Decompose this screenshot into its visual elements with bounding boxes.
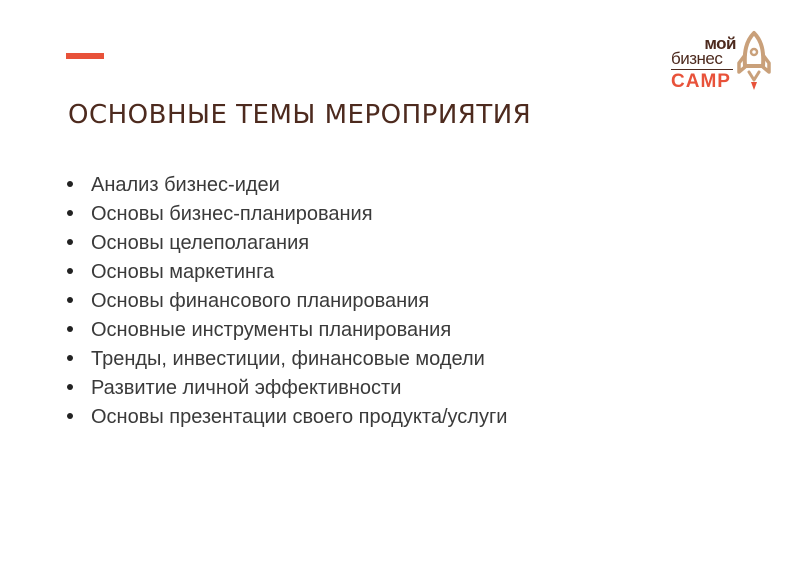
bullet-icon — [67, 210, 73, 216]
bullet-icon — [67, 268, 73, 274]
title-accent-bar — [66, 53, 104, 59]
logo-divider — [671, 69, 733, 70]
bullet-icon — [67, 239, 73, 245]
bullet-icon — [67, 326, 73, 332]
list-item-text: Основы финансового планирования — [91, 290, 430, 312]
list-item — [66, 403, 507, 432]
topic-list — [66, 171, 507, 432]
bullet-icon — [67, 297, 73, 303]
logo-text-camp: CAMP — [671, 71, 731, 92]
bullet-icon — [67, 413, 73, 419]
list-item-text: Развитие личной эффективности — [91, 377, 402, 399]
list-item-text: Анализ бизнес-идеи — [91, 174, 280, 196]
list-item — [66, 287, 507, 316]
list-item-text: Основные инструменты планирования — [91, 319, 452, 341]
list-item — [66, 345, 507, 374]
bullet-icon — [67, 384, 73, 390]
rocket-icon — [736, 30, 772, 94]
brand-logo — [668, 30, 774, 94]
list-item-text: Тренды, инвестиции, финансовые модели — [91, 348, 485, 370]
list-item — [66, 171, 507, 200]
list-item-text: Основы маркетинга — [91, 261, 275, 283]
list-item — [66, 258, 507, 287]
slide-title: ОСНОВНЫЕ ТЕМЫ МЕРОПРИЯТИЯ — [68, 100, 532, 130]
list-item — [66, 316, 507, 345]
list-item-text: Основы презентации своего продукта/услуги — [91, 406, 508, 428]
bullet-icon — [67, 181, 73, 187]
bullet-icon — [67, 355, 73, 361]
list-item — [66, 229, 507, 258]
list-item — [66, 200, 507, 229]
list-item-text: Основы бизнес-планирования — [91, 203, 373, 225]
list-item — [66, 374, 507, 403]
logo-text-biznes: бизнес — [671, 49, 723, 68]
list-item-text: Основы целеполагания — [91, 232, 310, 254]
logo-text-moy: мой — [704, 34, 736, 53]
